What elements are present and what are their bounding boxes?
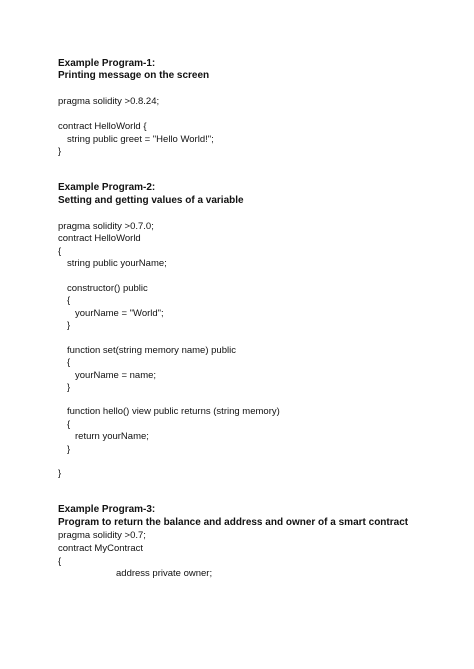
- code-line: }: [67, 444, 71, 455]
- code-line: pragma solidity >0.8.24;: [58, 96, 160, 107]
- code-line: {: [67, 357, 71, 368]
- section-2-subheading: Setting and getting values of a variable: [58, 195, 244, 206]
- code-line: contract MyContract: [58, 543, 143, 554]
- code-line: {: [58, 246, 62, 257]
- code-line: string public yourName;: [67, 258, 167, 269]
- section-3-subheading: Program to return the balance and address and owner of a smart contract: [58, 517, 409, 528]
- code-line: {: [58, 556, 62, 567]
- code-line: yourName = "World";: [75, 308, 164, 319]
- code-line: }: [58, 146, 62, 157]
- code-line: return yourName;: [75, 431, 149, 442]
- code-line: pragma solidity >0.7.0;: [58, 221, 154, 232]
- code-line: {: [67, 419, 71, 430]
- code-line: constructor() public: [67, 283, 148, 294]
- code-line: {: [67, 295, 71, 306]
- code-line: function hello() view public returns (string memory): [67, 406, 280, 417]
- section-3-heading: Example Program-3:: [58, 504, 156, 515]
- code-line: yourName = name;: [75, 370, 157, 381]
- code-line: address private owner;: [116, 568, 213, 579]
- code-line: contract HelloWorld: [58, 233, 141, 244]
- code-line: string public greet = "Hello World!";: [67, 134, 214, 145]
- code-line: contract HelloWorld {: [58, 121, 147, 132]
- code-line: }: [67, 320, 71, 331]
- section-1-heading: Example Program-1:: [58, 58, 156, 69]
- section-1-subheading: Printing message on the screen: [58, 70, 210, 81]
- code-line: }: [58, 468, 62, 479]
- code-line: pragma solidity >0.7;: [58, 530, 146, 541]
- code-line: }: [67, 382, 71, 393]
- section-2-heading: Example Program-2:: [58, 182, 156, 193]
- code-line: function set(string memory name) public: [67, 345, 236, 356]
